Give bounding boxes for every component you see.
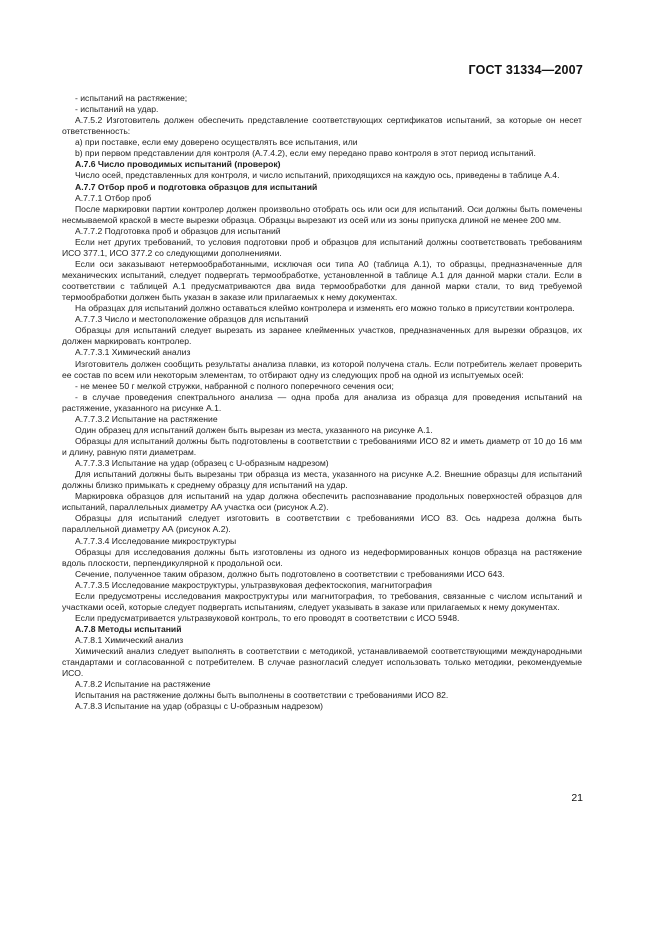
paragraph: Сечение, полученное таким образом, должно быть подготовлено в соответствии с требованиями ИСО 643. <box>75 568 505 579</box>
page-number: 21 <box>571 792 583 804</box>
paragraph: А.7.8.2 Испытание на растяжение <box>75 679 211 690</box>
paragraph: - не менее 50 г мелкой стружки, набранной с полного поперечного сечения оси; <box>75 380 394 391</box>
paragraph: - испытаний на растяжение; <box>75 93 188 103</box>
paragraph: А.7.7.3.1 Химический анализ <box>75 347 191 358</box>
paragraph: Образцы для испытаний следует изготовить в соответствии с требованиями ИСО 83. Ось надреза должна быть параллельной диаметру АА (рисунок А.2). <box>62 513 582 535</box>
paragraph: Образцы для испытаний должны быть подготовлены в соответствии с требованиями ИСО 82 и иметь диаметр от 10 до 16 мм и длину, равную пяти диаметрам. <box>62 435 582 457</box>
paragraph: А.7.7.3.3 Испытание на удар (образец с U-образным надрезом) <box>75 458 329 469</box>
paragraph: А.7.5.2 Изготовитель должен обеспечить представление соответствующих сертификатов испытаний, за которые он несет ответственность: <box>62 115 582 137</box>
paragraph: После маркировки партии контролер должен произвольно отобрать ось или оси для испытаний. Оси должны быть помечены несмываемой краской в месте вырезки образца. Образцы вырезают из осей или из зоны припуска длиной не менее 200 мм. <box>62 203 582 225</box>
paragraph: Изготовитель должен сообщить результаты анализа плавки, из которой получена сталь. Если потребитель желает проверить ее состав по всем или некоторым элементам, то отбирают одну из следующих проб на одной из испытуемых осей: <box>62 358 582 380</box>
paragraph: Образцы для исследования должны быть изготовлены из одного из недеформированных концов образца на растяжение вдоль плоскости, перпендикулярной к продольной оси. <box>62 546 582 568</box>
paragraph: Если нет других требований, то условия подготовки проб и образцов для испытаний должны соответствовать требованиям ИСО 377.1, ИСО 377.2 со следующими дополнениями. <box>62 236 582 258</box>
paragraph: Для испытаний должны быть вырезаны три образца из места, указанного на рисунке А.2. Внешние образцы для испытаний должны близко примыкать к среднему образцу для испытаний на удар. <box>62 469 582 491</box>
paragraph: Число осей, представленных для контроля, и число испытаний, приходящихся на каждую ось, приведены в таблице А.4. <box>75 170 560 181</box>
paragraph: а) при поставке, если ему доверено осуществлять все испытания, или <box>75 137 358 148</box>
paragraph: Химический анализ следует выполнять в соответствии с методикой, устанавливаемой соответствующими международными стандартами и согласованной с потребителем. В случае разногласий следует использовать только методики, рекомендуемые ИСО. <box>62 646 582 679</box>
paragraph: А.7.7.3.2 Испытание на растяжение <box>75 413 218 424</box>
section-heading: А.7.7 Отбор проб и подготовка образцов для испытаний <box>75 181 318 192</box>
paragraph: А.7.7.2 Подготовка проб и образцов для испытаний <box>75 225 281 236</box>
paragraph: Если оси заказывают нетермообработанными, исключая оси типа А0 (таблица А.1), то образцы, предназначенные для механических испытаний, следует подвергать термообработке, установленной в таблице А.1 для данной марки стали. Если в соответствии с таблицей А.1 предусматриваются два вида термообработки для данной марки стали, то вид требуемой термообработки должен быть указан в заказе или прилагаемых к нему документах. <box>62 258 582 303</box>
paragraph: Если предусмотрены исследования макроструктуры или магнитография, то требования, связанные с числом испытаний и участками осей, которые следует подвергать испытаниям, следует указывать в заказе или прилагаемых к нему документах. <box>62 590 582 612</box>
paragraph: Испытания на растяжение должны быть выполнены в соответствии с требованиями ИСО 82. <box>75 690 449 701</box>
paragraph: Один образец для испытаний должен быть вырезан из места, указанного на рисунке А.1. <box>75 424 433 435</box>
paragraph: А.7.7.3.4 Исследование микроструктуры <box>75 535 237 546</box>
document-body <box>62 93 582 713</box>
paragraph: b) при первом представлении для контроля (А.7.4.2), если ему передано право контроля в этот период испытаний. <box>75 148 536 159</box>
standard-header: ГОСТ 31334—2007 <box>468 63 583 77</box>
paragraph: На образцах для испытаний должно оставаться клеймо контролера и изменять его можно только в присутствии контролера. <box>75 303 575 314</box>
section-heading: А.7.6 Число проводимых испытаний (проверок) <box>75 159 281 170</box>
paragraph: А.7.8.3 Испытание на удар (образцы с U-образным надрезом) <box>75 701 323 712</box>
paragraph: Маркировка образцов для испытаний на удар должна обеспечить распознавание продольных поверхностей образцов для испытаний, параллельных диаметру АА участка оси (рисунок А.2). <box>62 491 582 513</box>
paragraph: А.7.7.3 Число и местоположение образцов для испытаний <box>75 314 309 325</box>
paragraph: - испытаний на удар. <box>75 104 159 115</box>
paragraph: А.7.8.1 Химический анализ <box>75 635 184 646</box>
paragraph: - в случае проведения спектрального анализа — одна проба для анализа из образца для проведения испытаний на растяжение, указанного на рисунке А.1. <box>62 391 582 413</box>
section-heading: А.7.8 Методы испытаний <box>75 624 182 634</box>
paragraph: Образцы для испытаний следует вырезать из заранее клейменных участков, предназначенных для вырезки образцов, их должен маркировать контролер. <box>62 325 582 347</box>
paragraph: А.7.7.3.5 Исследование макроструктуры, ультразвуковая дефектоскопия, магнитография <box>75 579 432 590</box>
paragraph: А.7.7.1 Отбор проб <box>75 192 152 203</box>
paragraph: Если предусматривается ультразвуковой контроль, то его проводят в соответствии с ИСО 5948. <box>75 612 460 623</box>
